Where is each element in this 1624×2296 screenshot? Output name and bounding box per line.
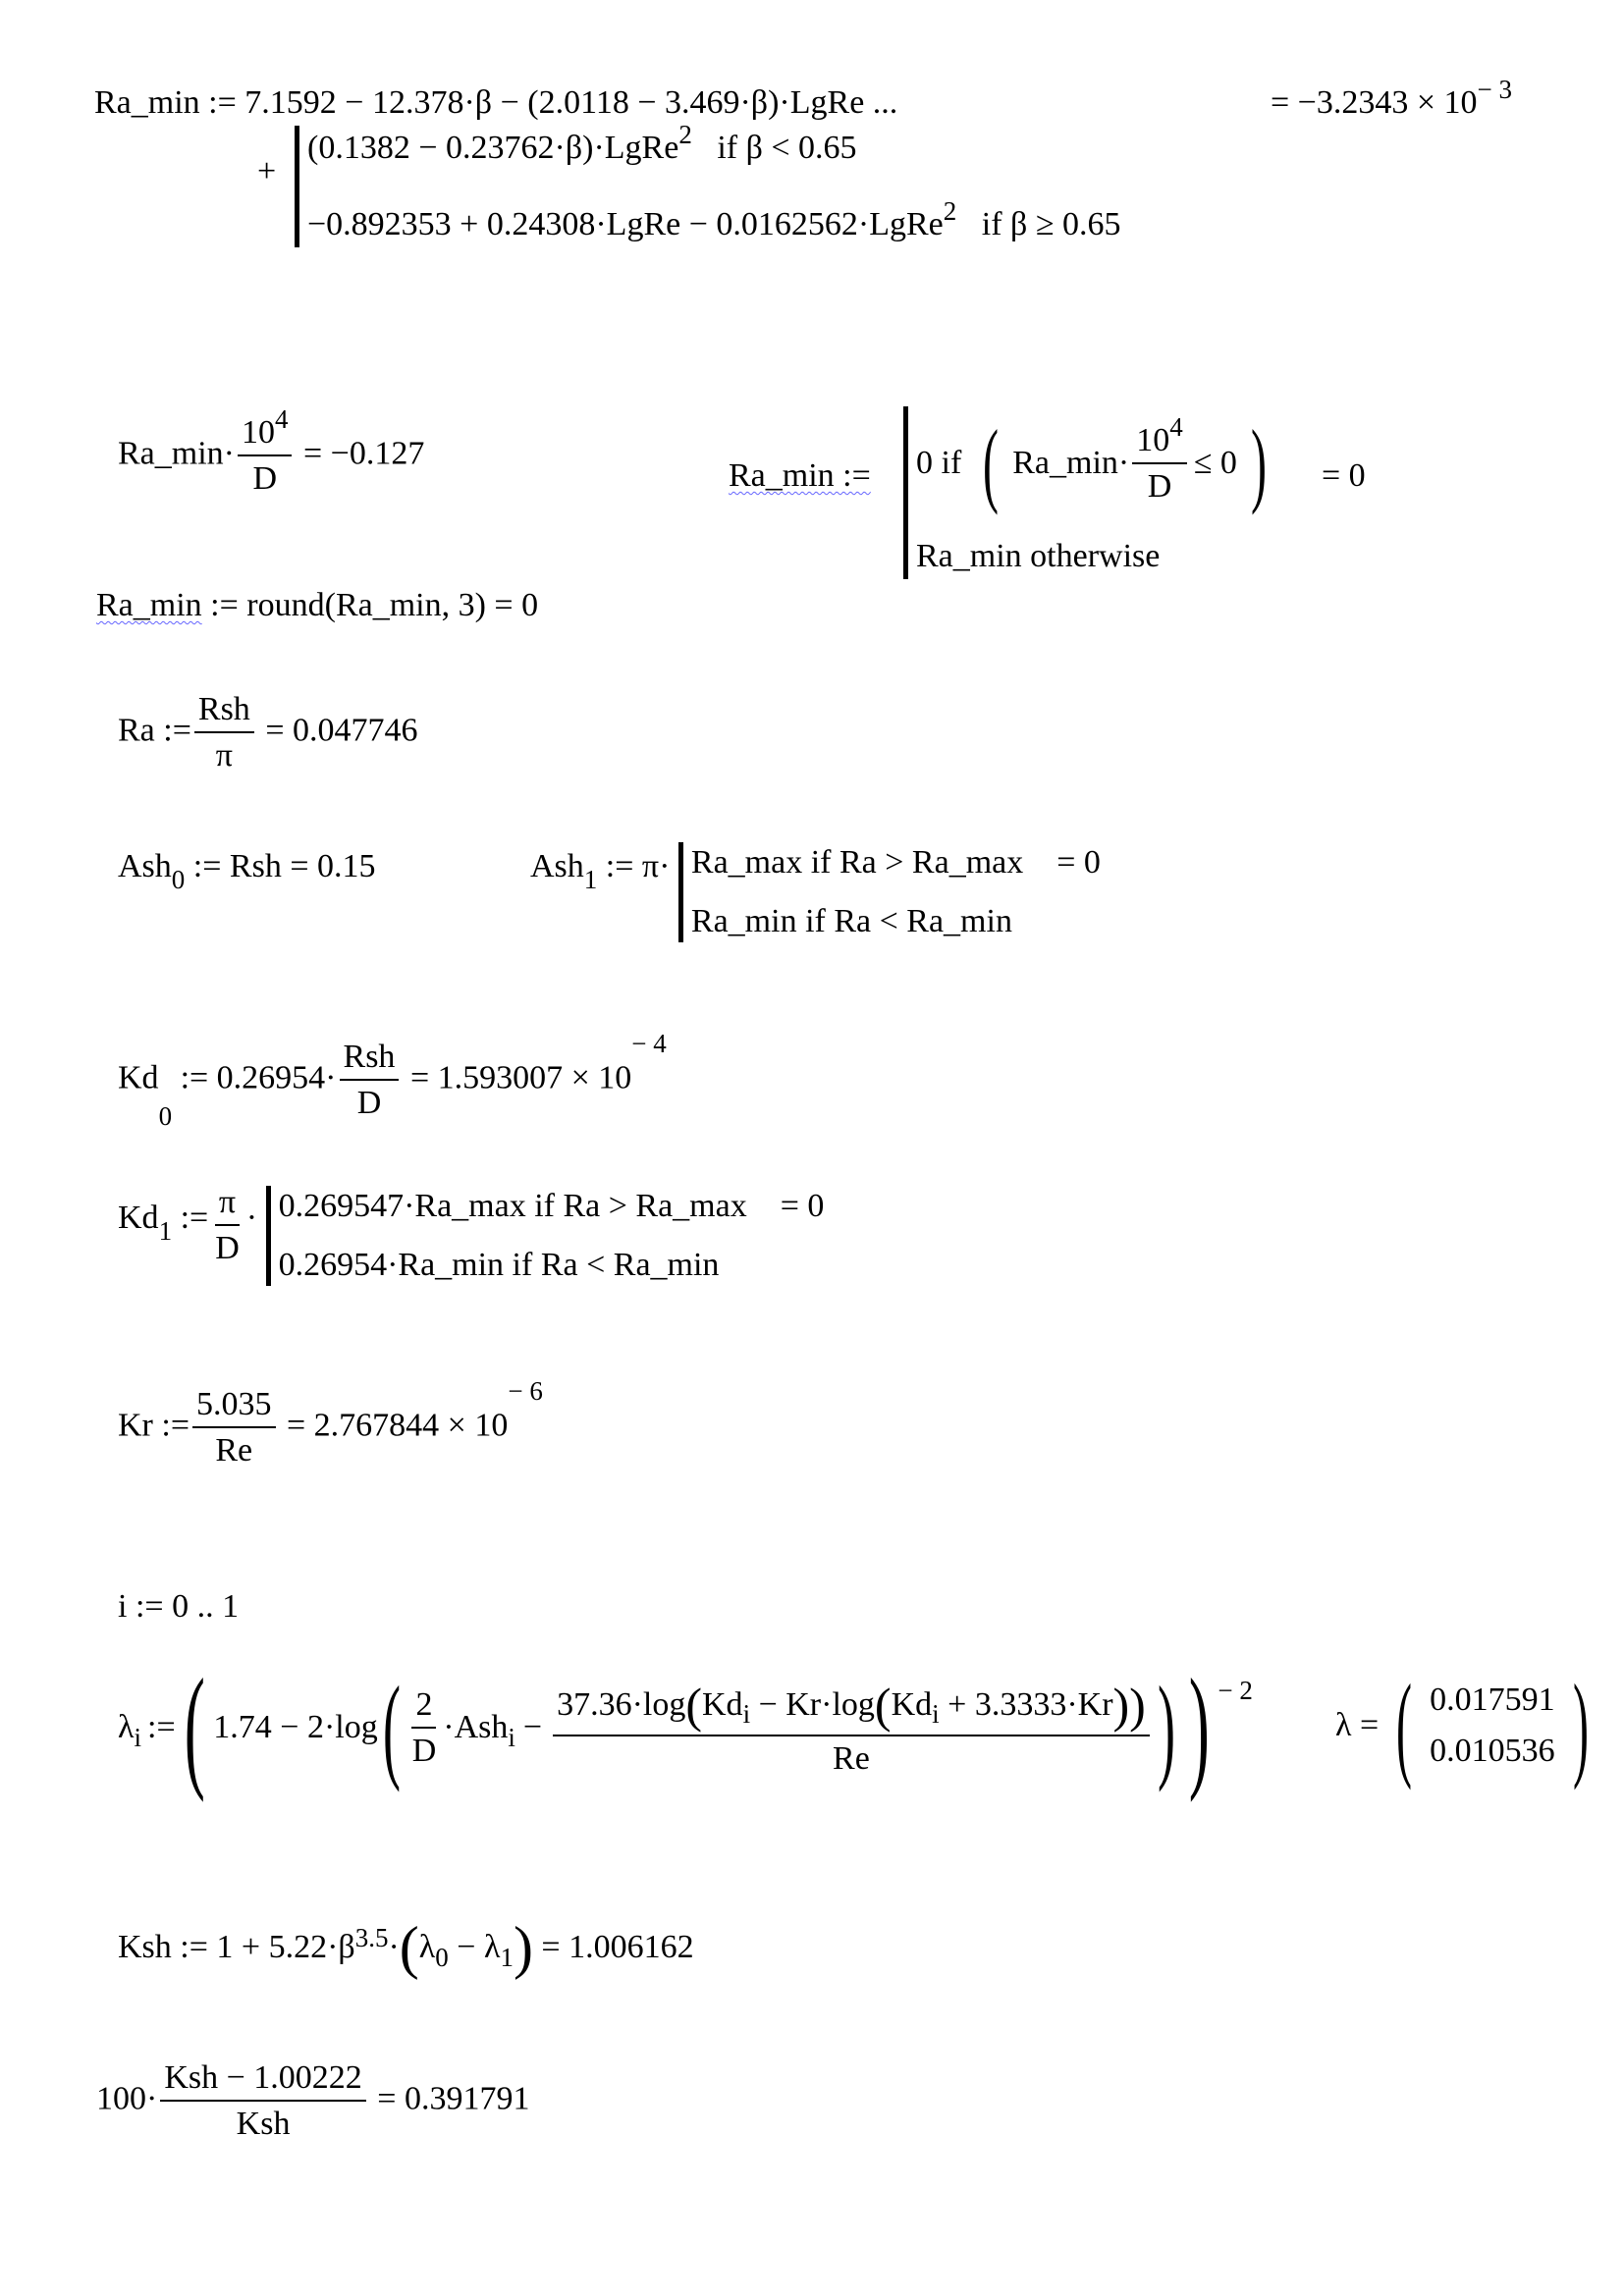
ash0-definition: Ash$_0$ := Rsh = 0.15 — [118, 848, 376, 894]
kd1-piecewise: 0.269547·Ra_max if Ra > Ra_max = 0 0.26954·Ra_min if Ra < Ra_min — [266, 1186, 825, 1286]
kd0-definition: $Kd_0$ := 0.26954· $\frac{\text{Rsh}}{D}$ = $1.593007 \times 10^{- 4}$ — [118, 1029, 667, 1131]
lambda-definition: λ $_i$ := ( 1.74 − 2·log ( $\frac{2}{D}$ ·Ash $_i$ − 37.36·log ( Kd $_i$ − Kr·log ( Kd $_i$ + 3.3333·Kr )) Re ) ) $^{- 2}$ — [118, 1651, 1253, 1803]
ash1-piecewise: Ra_max if Ra > Ra_max = 0 Ra_min if Ra < Ra_min — [678, 842, 1101, 942]
piecewise-case-2: −0.892353 + 0.24308·LgRe − 0.0162562·LgRe$^2$ if β ≥ 0.65 — [307, 196, 1121, 242]
kd1-definition: $Kd_1$ := $\frac{\pi}{D}$ · 0.269547·Ra_max if Ra > Ra_max = 0 0.26954·Ra_min if Ra < Ra_min — [118, 1186, 824, 1286]
ksh-definition: Ksh := 1 + 5.22·β $^{3.5}$ · ( λ $_0$ − λ $_1$ ) = 1.006162 — [118, 1915, 694, 1980]
ra-min-scaled: Ra_min· $\frac{10^4}{D}$ = −0.127 — [118, 404, 425, 497]
ra-min-def-plus: + — [257, 153, 277, 189]
kr-definition: Kr := $\frac{5.035}{Re}$ = $2.767844 \times 10^{- 6}$ — [118, 1376, 543, 1468]
clamp-case-2: Ra_min otherwise — [916, 538, 1161, 574]
piecewise-bar — [295, 120, 1121, 247]
ra-min-clamp-piecewise — [903, 406, 1274, 579]
piecewise-case-1: (0.1382 − 0.23762·β)·LgRe$^2$ if β < 0.65 — [307, 120, 857, 166]
lambda-fraction: 37.36·log ( Kd $_i$ − Kr·log ( Kd $_i$ + 3.3333·Kr )) Re — [553, 1681, 1150, 1776]
ra-min-line1: Ra_min := 7.1592 − 12.378·β − (2.0118 − 3.469·β)·LgRe ... — [94, 84, 898, 121]
paren-left: ( — [983, 410, 1000, 515]
ra-min-def-result: = $-3.2343 \times 10^{- 3}$ — [1271, 75, 1513, 121]
percent-deviation: 100· $\frac{\text{Ksh − 1.00222}}{\text{Ksh}}$ = 0.391791 — [96, 2059, 530, 2142]
ra-definition: Ra := $\frac{\text{Rsh}}{\pi}$ = 0.047746 — [118, 691, 418, 774]
fraction: $\frac{10^4}{D}$ — [238, 416, 293, 496]
ra-min-clamp-result: = 0 — [1322, 457, 1366, 494]
lambda-vector-values: 0.017591 0.010536 — [1430, 1682, 1555, 1769]
ra-min-definition — [94, 86, 897, 120]
ash1-definition: Ash$_1$ := π· Ra_max if Ra > Ra_max = 0 Ra_min if Ra < Ra_min — [530, 842, 1101, 942]
ra-min-piecewise — [295, 120, 1121, 247]
lambda-vector: λ = ( 0.017591 0.010536 ) — [1335, 1660, 1589, 1790]
ra-min-clamp-lhs: Ra_min := — [729, 457, 871, 494]
range-definition: i := 0 .. 1 — [118, 1588, 240, 1625]
clamp-case-1: 0 if ( Ra_min· $\frac{10^4}{D}$ ≤ 0 ) — [916, 410, 1267, 515]
paren-right: ) — [1250, 410, 1267, 515]
ra-min-round: Ra_min := round(Ra_min, 3) = 0 — [96, 587, 539, 623]
